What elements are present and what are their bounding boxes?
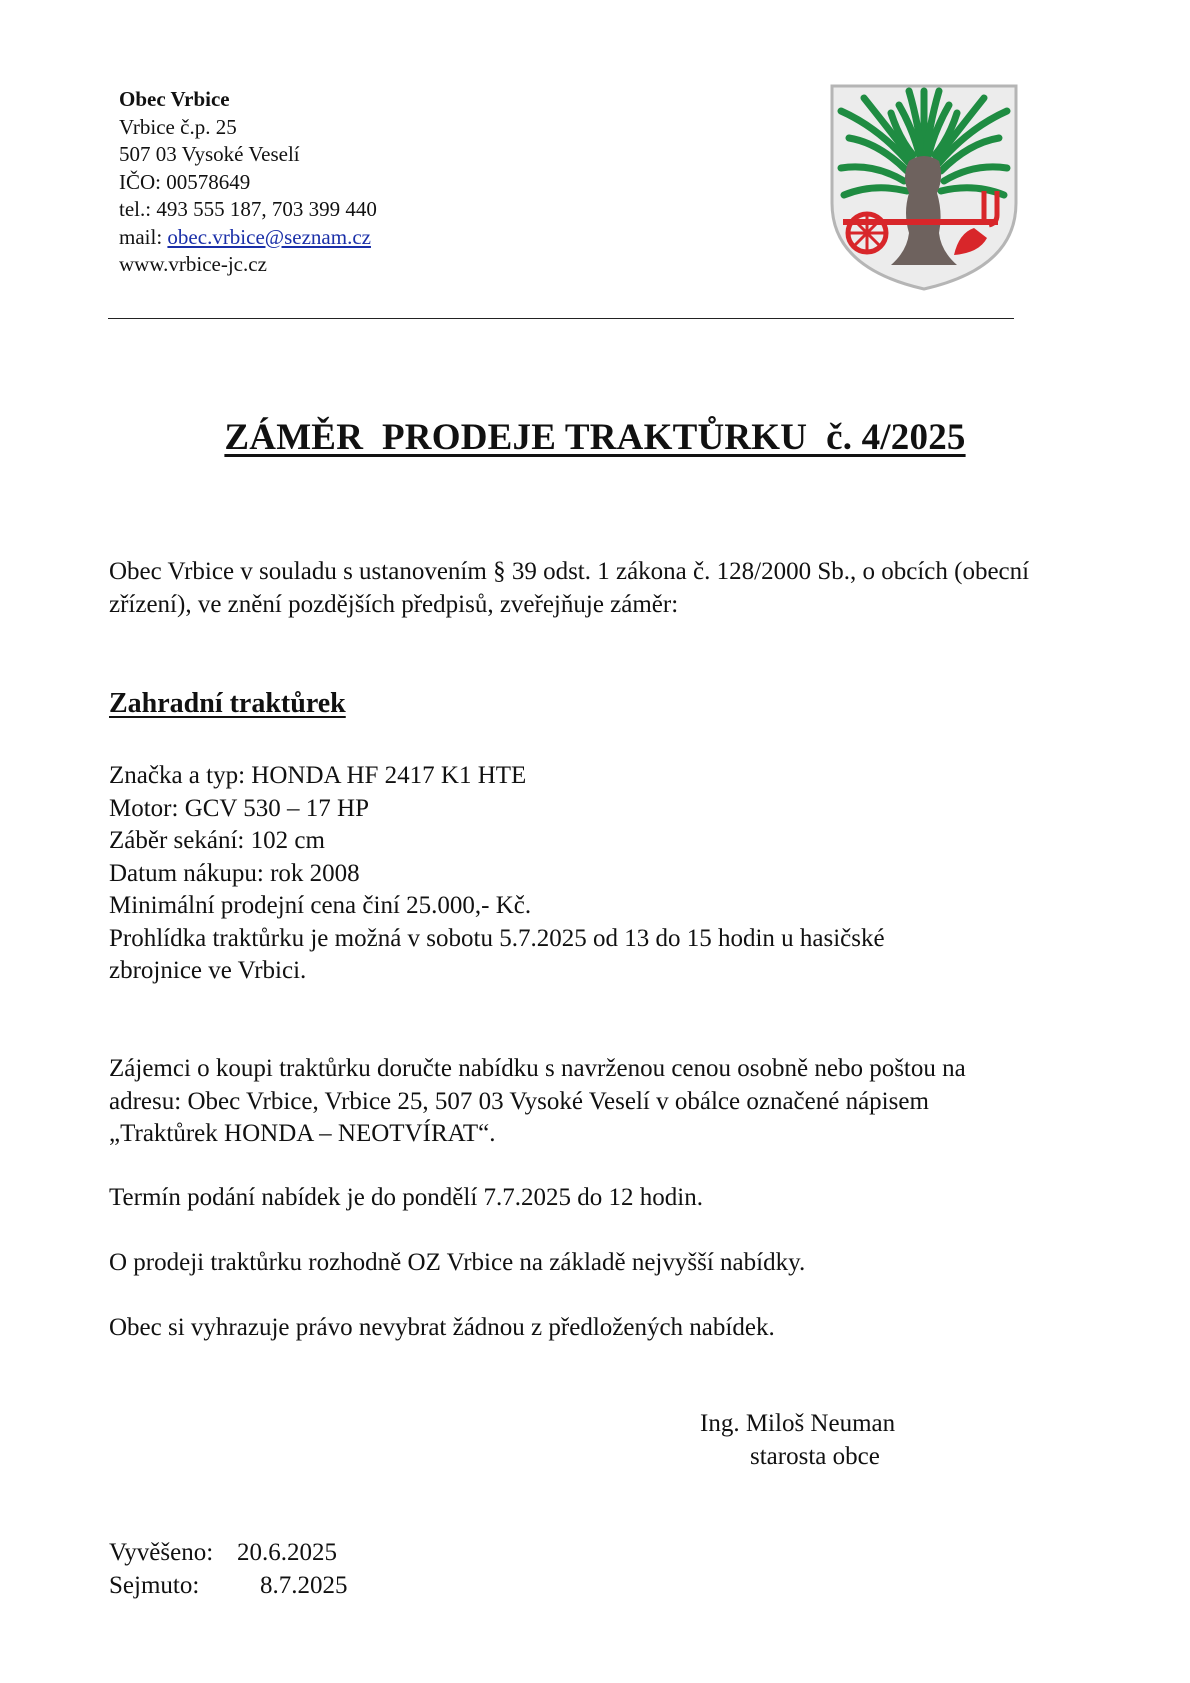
spec-purchase-date: Datum nákupu: rok 2008 [109,859,360,887]
website: www.vrbice-jc.cz [119,252,267,276]
spec-engine: Motor: GCV 530 – 17 HP [109,794,369,822]
offer-line-1: Zájemci o koupi traktůrku doručte nabídku s navrženou cenou osobně nebo poštou na [109,1055,966,1082]
reserve-paragraph: Obec si vyhrazuje právo nevybrat žádnou z předložených nabídek. [109,1314,775,1341]
signatory-name: Ing. Miloš Neuman [700,1410,896,1437]
municipality-header [119,86,377,279]
offer-line-2: adresu: Obec Vrbice, Vrbice 25, 507 03 Vysoké Veselí v obálce označené nápisem [109,1087,929,1115]
address-line-2: 507 03 Vysoké Veselí [119,142,300,166]
posted-row [109,1537,348,1570]
page-title: ZÁMĚR PRODEJE TRAKTŮRKU č. 4/2025 [224,417,966,458]
item-specs [109,760,1099,988]
posting-dates [109,1537,348,1602]
offer-instructions [109,1053,1099,1151]
removed-label: Sejmuto: [109,1571,200,1599]
address-line-1: Vrbice č.p. 25 [119,114,237,139]
signature-block [700,1408,895,1473]
signatory-role: starosta obce [750,1442,880,1470]
removed-date: 8.7.2025 [260,1571,348,1599]
ico: IČO: 00578649 [119,169,251,194]
spec-cutting-width: Záběr sekání: 102 cm [109,827,325,854]
posted-date: 20.6.2025 [237,1539,337,1566]
item-heading: Zahradní traktůrek [109,688,346,719]
spec-brand: Značka a typ: HONDA HF 2417 K1 HTE [109,762,527,789]
mail-label: mail: [119,224,168,249]
email-link[interactable]: obec.vrbice@seznam.cz [167,224,371,249]
intro-paragraph: Obec Vrbice v souladu s ustanovením § 39 odst. 1 zákona č. 128/2000 Sb., o obcích (obecní zřízení), ve znění pozdějších předpisů, zveřejňuje záměr: [109,558,1030,618]
removed-row [109,1570,348,1603]
org-name: Obec Vrbice [119,87,230,111]
coat-of-arms-icon [829,83,1019,293]
spec-min-price: Minimální prodejní cena činí 25.000,- Kč. [109,892,532,919]
deadline-paragraph: Termín podání nabídek je do pondělí 7.7.2025 do 12 hodin. [109,1184,703,1211]
spec-inspection: Prohlídka traktůrku je možná v sobotu 5.7.2025 od 13 do 15 hodin u hasičské [109,924,885,952]
phone: tel.: 493 555 187, 703 399 440 [119,197,377,221]
header-divider [108,318,1014,319]
offer-line-3: „Traktůrek HONDA – NEOTVÍRAT“. [109,1120,496,1147]
posted-label: Vyvěšeno: [109,1539,214,1566]
decision-paragraph: O prodeji traktůrku rozhodně OZ Vrbice na základě nejvyšší nabídky. [109,1249,806,1276]
mail-row [119,224,377,252]
spec-inspection-place: zbrojnice ve Vrbici. [109,957,307,984]
